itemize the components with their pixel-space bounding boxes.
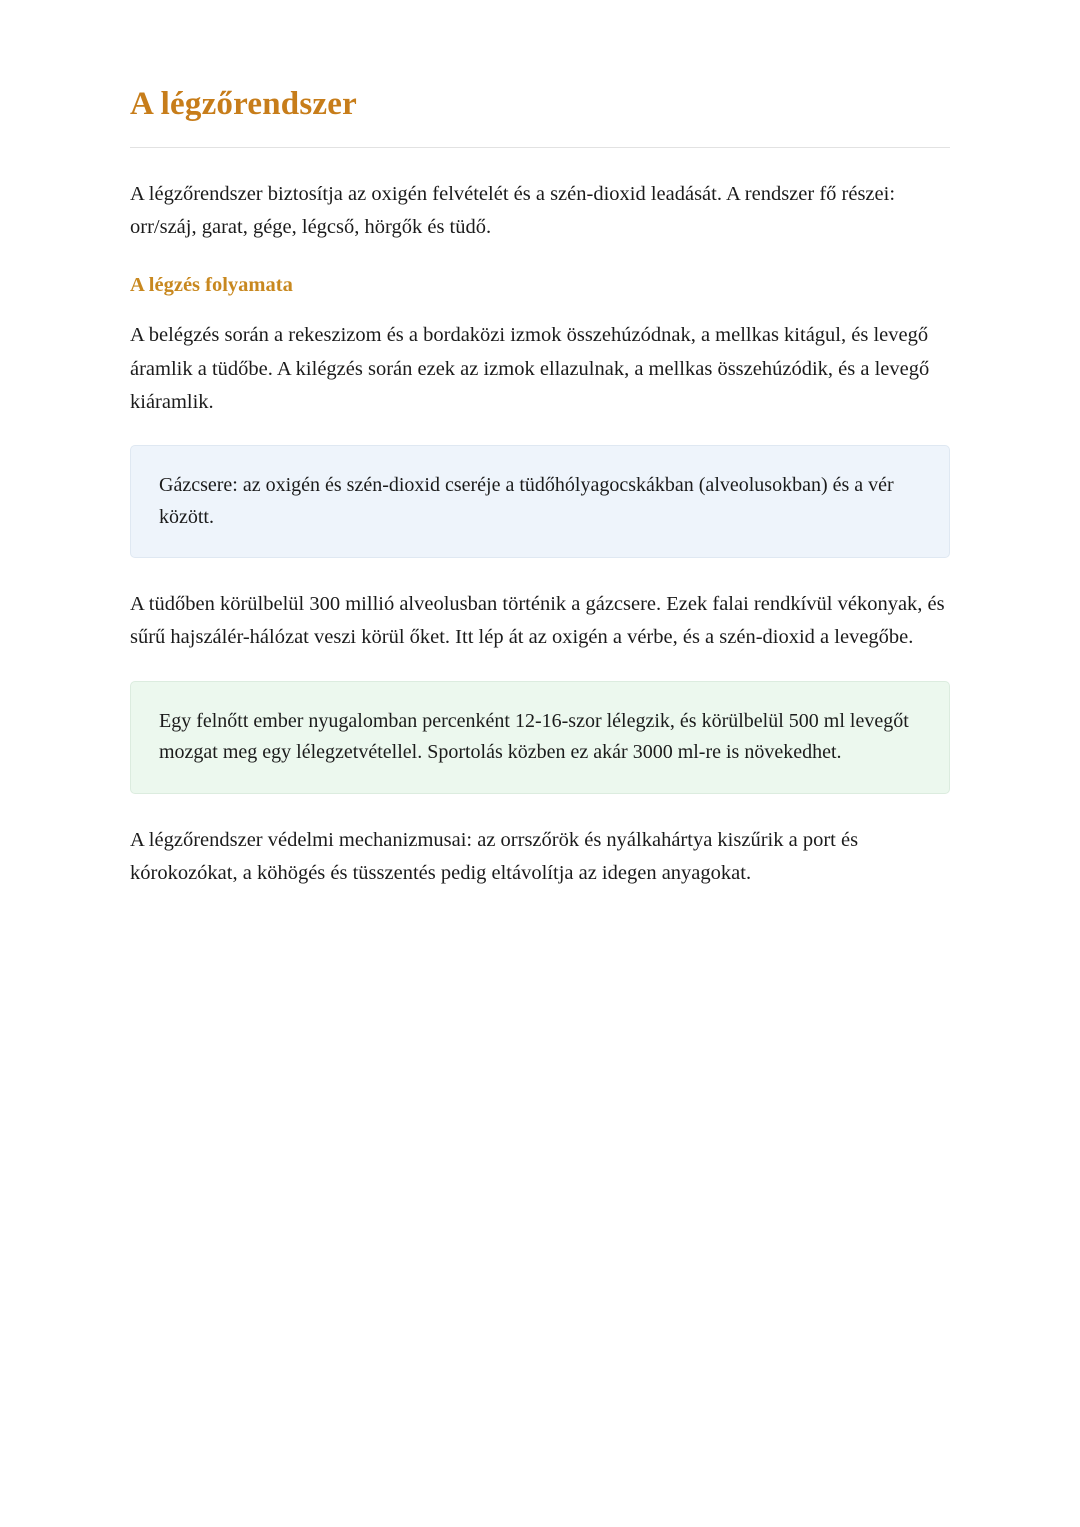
intro-paragraph: A légzőrendszer biztosítja az oxigén felvételét és a szén-dioxid leadását. A rendszer fő részei: orr/száj, garat, gége, légcső, hörgők és tüdő. <box>130 183 896 239</box>
defense-mechanisms-paragraph: A légzőrendszer védelmi mechanizmusai: az orrszőrök és nyálkahártya kiszűrik a port és kórokozókat, a köhögés és tüsszentés pedig eltávolítja az idegen anyagokat. <box>130 828 859 884</box>
breathing-process-paragraph: A belégzés során a rekeszizom és a bordaközi izmok összehúzódnak, a mellkas kitágul, és levegő áramlik a tüdőbe. A kilégzés során ezek az izmok ellazulnak, a mellkas összehúzódik, és a levegő kiáramlik. <box>130 324 930 413</box>
page-bottom-whitespace <box>130 916 950 1296</box>
page-title: A légzőrendszer <box>130 86 357 122</box>
callout-gas-exchange <box>130 445 950 558</box>
callout-breathing-facts <box>130 681 950 794</box>
section-heading-breathing-process: A légzés folyamata <box>130 274 293 297</box>
callout-gas-exchange-text: Gázcsere: az oxigén és szén-dioxid cseréje a tüdőhólyagocskákban (alveolusokban) és a vér között. <box>159 474 894 528</box>
title-divider <box>130 147 950 148</box>
callout-breathing-facts-text: Egy felnőtt ember nyugalomban percenként 12-16-szor lélegzik, és körülbelül 500 ml levegőt mozgat meg egy lélegzetvétellel. Sportolás közben ez akár 3000 ml-re is növekedhet. <box>159 709 909 764</box>
alveoli-paragraph: A tüdőben körülbelül 300 millió alveolusban történik a gázcsere. Ezek falai rendkívül vékonyak, és sűrű hajszálér-hálózat veszi körül őket. Itt lép át az oxigén a vérbe, és a szén-dioxid a levegőbe. <box>130 593 945 649</box>
